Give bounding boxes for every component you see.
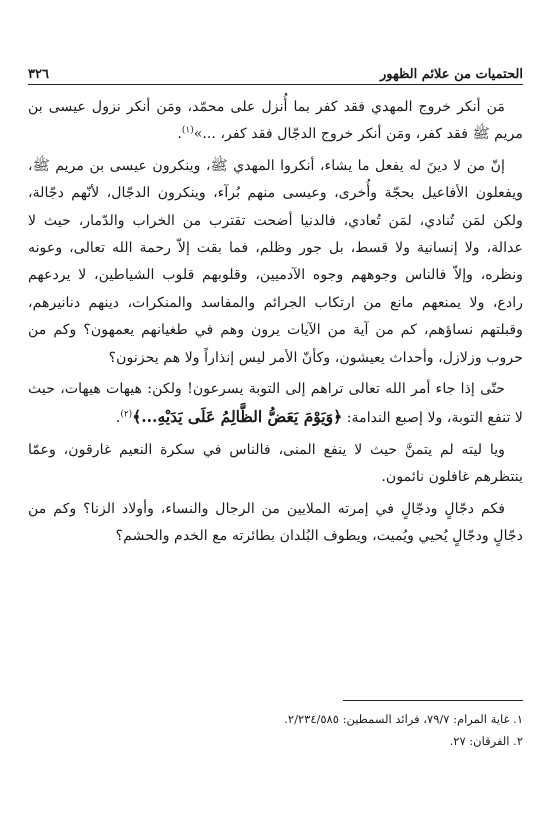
footnote-ref-2: (٢) — [120, 409, 133, 420]
paragraph-tail: . — [177, 126, 182, 143]
paragraph-tail: . — [115, 410, 121, 427]
paragraph-1 — [28, 94, 523, 149]
paragraph-2: إنّ من لا دينَ له يفعل ما يشاء، أنكروا المهدي ﷺ، وينكرون عيسى بن مريم ﷺ، ويفعلون الأفاعيل بحجّة وأُخرى، وعيسى منهم بُرآء، وينكرون الدجّال، لأنّهم دجّالة، ولكن لمَن تُنادي، لمَن تُعادي، فالدنيا أضحت تقترب من الخراب والدّمار، حيث لا عدالة، ولا إنسانية ولا قسط، بل جور وظلم، فما بقت إلاّ رحمة الله تعالى، وعونه ونظره، وإلاّ فالناس وجوههم وجوه الآدميين، وقلوبهم قلوب الشياطين، لا يردعهم رادع، ولا يمنعهم مانع من ارتكاب الجرائم والمفاسد والمنكرات، دينهم دنانيرهم، وقبلتهم نساؤهم، كم من آية من الآيات يرون وهم في طغيانهم يعمهون؟ وكم من حروب وزلازل، وأحداث يعيشون، وكأنّ الأمر ليس إنذاراً ولا هم يحزنون؟ — [28, 157, 523, 366]
header-divider — [28, 84, 523, 85]
quran-verse: ﴿وَيَوْمَ يَعَضُّ الظَّالِمُ عَلَى يَدَيْهِ...﴾ — [132, 407, 343, 427]
paragraph-3 — [28, 376, 523, 433]
paragraph-text: حتّى إذا جاء أمر الله تعالى تراهم إلى التوبة يسرعون! ولكن: هيهات هيهات، حيث لا تنفع التوبة، ولا إصبع الندامة: — [28, 381, 523, 427]
footnote-ref-1: (١) — [181, 125, 194, 136]
paragraph-text: مَن أنكر خروج المهدي فقد كفر بما أُنزل على محمّد، ومَن أنكر نزول عيسى بن مريم ﷺ فقد كفر، ومَن أنكر خروج الدجّال فقد كفر، ...» — [28, 99, 523, 143]
page-number: ٣٢٦ — [28, 67, 49, 82]
footnote-divider — [343, 700, 523, 701]
page-header — [28, 58, 523, 82]
body-text — [28, 94, 523, 555]
running-title: الحتميات من علائم الظهور — [380, 67, 523, 82]
paragraph-4: ويا ليته لم يتمنَّ حيث لا ينفع المنى، فالناس في سكرة النعيم غارقون، وعمّا ينتظرهم غافلون نائمون. — [28, 441, 523, 486]
footnote-2: ٢. الفرقان: ٢٧. — [449, 734, 523, 748]
footnotes — [28, 708, 523, 752]
footnote-1: ١. غاية المرام: ٧٩/٧، فرائد السمطين: ٢/٢٣٤/٥٨٥. — [284, 712, 523, 726]
paragraph-5: فكم دجّالٍ ودجّالٍ في إمرته الملايين من الرجال والنساء، وأولاد الزنا؟ وكم من دجّالٍ ودجّالٍ يُحيي ويُميت، ويطوف البُلدان بطائرته مع الخدم والحشم؟ — [28, 500, 523, 545]
